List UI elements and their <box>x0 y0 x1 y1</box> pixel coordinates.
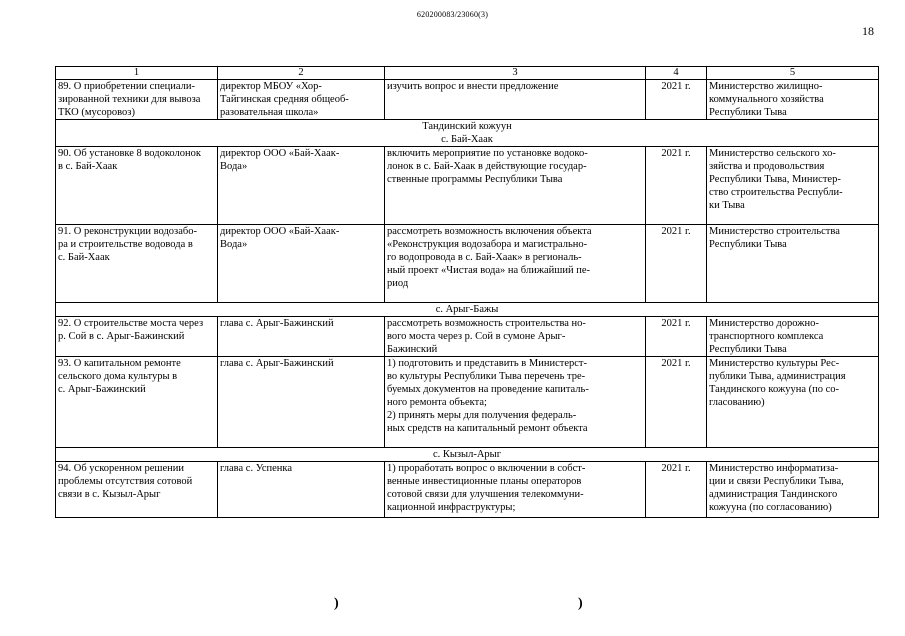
responsible-cell: директор МБОУ «Хор- Тайгинская средняя общеоб- разовательная школа» <box>218 80 385 120</box>
ministry-cell: Министерство сельского хо- зяйства и продовольствия Республики Тыва, Министер- ство строительства Республи- ки Тыва <box>707 147 879 225</box>
table-row <box>56 225 879 303</box>
deadline-cell: 2021 г. <box>646 357 707 448</box>
deadline-cell: 2021 г. <box>646 147 707 225</box>
section-row <box>56 120 879 147</box>
action-cell: включить мероприятие по установке водоко- лонок в с. Бай-Хаак в действующие государ- ственные программы Республики Тыва <box>385 147 646 225</box>
document-id: 620200083/23060(3) <box>416 10 489 19</box>
issue-cell: 91. О реконструкции водозабо- ра и строительстве водовода в с. Бай-Хаак <box>56 225 218 303</box>
column-header: 1 <box>56 67 218 80</box>
action-cell: рассмотреть возможность включения объекта «Реконструкция водозабора и магистрально- го водопровода в с. Бай-Хаак» в региональ- ный проект «Чистая вода» на ближайший пе- риод <box>385 225 646 303</box>
issue-cell: 89. О приобретении специали- зированной техники для вывоза ТКО (мусоровоз) <box>56 80 218 120</box>
ministry-cell: Министерство дорожно- транспортного комплекса Республики Тыва <box>707 317 879 357</box>
section-row <box>56 303 879 317</box>
column-header: 2 <box>218 67 385 80</box>
issue-cell: 94. Об ускоренном решении проблемы отсутствия сотовой связи в с. Кызыл-Арыг <box>56 462 218 518</box>
scan-mark: ) <box>578 596 583 611</box>
column-header: 5 <box>707 67 879 80</box>
action-cell: изучить вопрос и внести предложение <box>385 80 646 120</box>
column-header-row <box>56 67 879 80</box>
table-row <box>56 462 879 518</box>
responsible-cell: глава с. Арыг-Бажинский <box>218 317 385 357</box>
column-header: 3 <box>385 67 646 80</box>
action-cell: 1) подготовить и представить в Министерст- во культуры Республики Тыва перечень тре- буемых документов на проведение капиталь- ного ремонта объекта; 2) принять меры для получения федераль- ных средств на капитальный ремонт объекта <box>385 357 646 448</box>
scan-mark: ) <box>334 596 339 611</box>
table-row <box>56 357 879 448</box>
responsible-cell: директор ООО «Бай-Хаак- Вода» <box>218 225 385 303</box>
issue-cell: 93. О капитальном ремонте сельского дома культуры в с. Арыг-Бажинский <box>56 357 218 448</box>
action-cell: рассмотреть возможность строительства но- вого моста через р. Сой в сумоне Арыг- Бажинский <box>385 317 646 357</box>
section-row <box>56 448 879 462</box>
section-heading: Тандинский кожуун с. Бай-Хаак <box>56 120 879 147</box>
table-row <box>56 80 879 120</box>
action-cell: 1) проработать вопрос о включении в собст- венные инвестиционные планы операторов сотовой связи для улучшения телекоммуни- кационной инфраструктуры; <box>385 462 646 518</box>
measures-table <box>55 66 879 518</box>
responsible-cell: глава с. Успенка <box>218 462 385 518</box>
column-header: 4 <box>646 67 707 80</box>
ministry-cell: Министерство строительства Республики Тыва <box>707 225 879 303</box>
table-row <box>56 147 879 225</box>
deadline-cell: 2021 г. <box>646 225 707 303</box>
responsible-cell: директор ООО «Бай-Хаак- Вода» <box>218 147 385 225</box>
issue-cell: 90. Об установке 8 водоколонок в с. Бай-Хаак <box>56 147 218 225</box>
responsible-cell: глава с. Арыг-Бажинский <box>218 357 385 448</box>
table-row <box>56 317 879 357</box>
section-heading: с. Кызыл-Арыг <box>56 448 879 462</box>
deadline-cell: 2021 г. <box>646 80 707 120</box>
ministry-cell: Министерство культуры Рес- публики Тыва, администрация Тандинского кожууна (по со- гласованию) <box>707 357 879 448</box>
section-heading: с. Арыг-Бажы <box>56 303 879 317</box>
ministry-cell: Министерство жилищно- коммунального хозяйства Республики Тыва <box>707 80 879 120</box>
ministry-cell: Министерство информатиза- ции и связи Республики Тыва, администрация Тандинского кожууна (по согласованию) <box>707 462 879 518</box>
page-number: 18 <box>862 24 874 38</box>
issue-cell: 92. О строительстве моста через р. Сой в с. Арыг-Бажинский <box>56 317 218 357</box>
deadline-cell: 2021 г. <box>646 317 707 357</box>
deadline-cell: 2021 г. <box>646 462 707 518</box>
